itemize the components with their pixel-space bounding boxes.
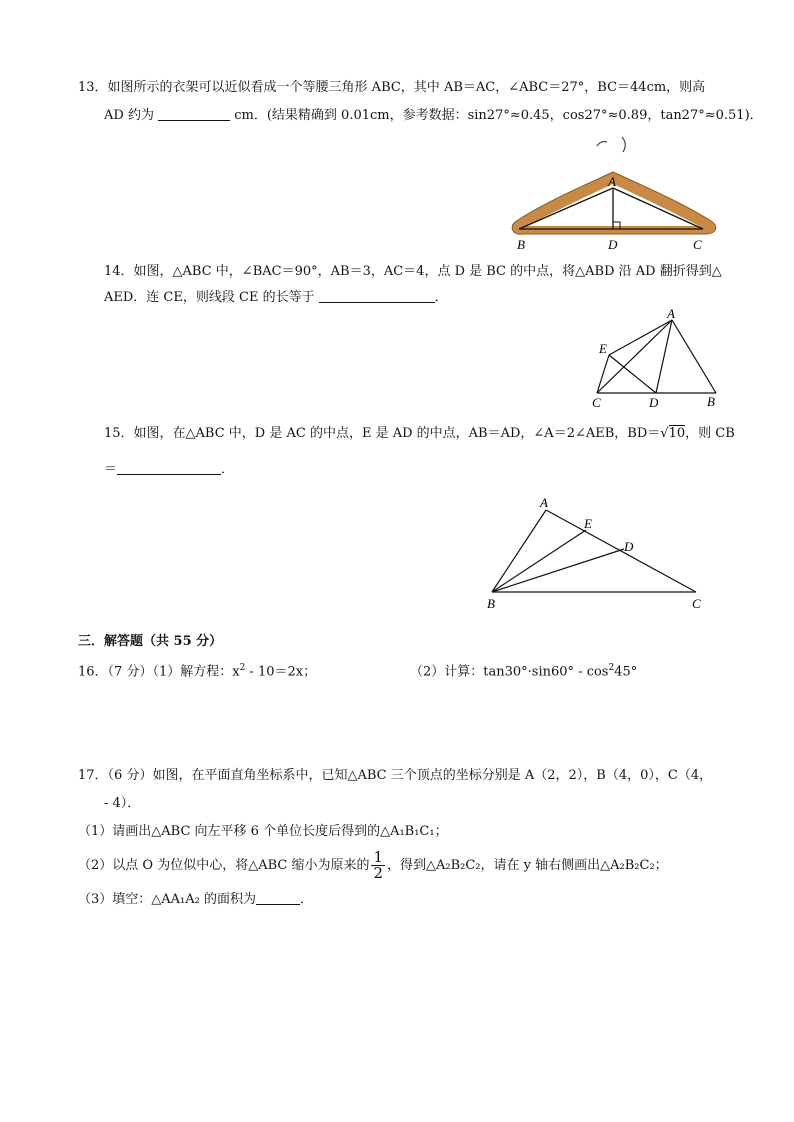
q14-text-1: 如图，△ABC 中，∠BAC＝90°，AB＝3，AC＝4，点 D 是 BC 的中点，将△ABD 沿 AD 翻折得到△ [133,264,722,279]
q13-line2 [104,106,763,126]
q16-part1: （7 分）（1）解方程：x [107,664,240,680]
segment-BE [492,530,586,592]
q14-answer-blank[interactable] [319,288,435,303]
q13-hanger-figure [505,130,725,255]
segment-AC [546,510,696,592]
q13-answer-blank[interactable] [158,106,230,121]
label-B: B [487,596,495,611]
q13-number: 13． [78,80,108,95]
label-C: C [693,237,702,252]
sqrt-value: 10 [668,426,686,441]
label-A: A [608,174,616,189]
q17-line2: - 4）． [104,796,141,811]
q17-sub2 [78,850,668,881]
fraction-numerator: 1 [373,848,383,866]
q17-sub2a: （2）以点 O 为位似中心，将△ABC 缩小为原来的 [78,858,370,873]
q17-sub2b: ，得到△A₂B₂C₂，请在 y 轴右侧画出△A₂B₂C₂； [387,858,668,873]
label-E: E [584,516,592,531]
q15-period: ． [221,462,235,477]
label-E: E [599,341,607,356]
q15-line2 [104,460,234,480]
segment-AB [672,320,716,393]
q17-sub3 [78,890,313,910]
segment-BD [492,549,624,592]
q16-part2-exp: 2 [608,663,615,673]
q16-part1-end: - 10＝2x； [245,664,317,680]
q13-text-1: 如图所示的衣架可以近似看成一个等腰三角形 ABC，其中 AB＝AC，∠ABC＝27°，BC＝44cm，则高 [107,80,706,95]
q14-period: ． [434,290,448,305]
hanger-hook-tick [597,142,607,147]
q16-part2-end: 45° [614,664,638,680]
q16-part2-line [410,658,637,682]
q15-text-1b: ，则 CB [685,426,735,441]
q17-number: 17． [78,768,108,783]
q13-text-2b: cm．(结果精确到 0.01cm，参考数据：sin27°≈0.45，cos27°≈0.89，tan27°≈0.51)． [234,108,763,123]
q17-sub1: （1）请画出△ABC 向左平移 6 个单位长度后得到的△A₁B₁C₁； [78,824,448,839]
fraction-denominator: 2 [373,864,383,882]
q15-line1 [104,424,735,444]
label-D: D [624,539,634,554]
q15-number: 15． [104,426,134,441]
q13-line1 [78,78,705,98]
label-C: C [592,395,601,410]
fraction-one-half [371,850,385,881]
q14-line2 [104,288,448,308]
q13-text-2a: AD 约为 [104,108,154,123]
q14-line1 [104,262,722,282]
q16-number: 16． [78,664,108,680]
q16-line [78,658,316,682]
label-B: B [707,394,715,409]
sqrt-symbol: √ [660,426,669,441]
label-A: A [540,495,548,510]
segment-AE [609,320,672,355]
q14-number: 14． [104,264,134,279]
section-title: 三．解答题（共 55 分） [78,634,223,649]
segment-AD [656,320,672,393]
label-B: B [517,237,525,252]
q15-answer-blank[interactable] [117,460,221,475]
label-C: C [692,596,701,611]
label-D: D [608,237,618,252]
label-D: D [649,395,659,410]
q14-text-2: AED．连 CE，则线段 CE 的长等于 [104,290,315,305]
q17-period: ． [300,892,314,907]
q15-triangle-figure [480,492,710,617]
q17-answer-blank[interactable] [256,890,300,905]
q16-part2: （2）计算：tan30°·sin60° - cos [410,664,609,680]
q15-equals: ＝ [104,462,118,477]
label-A: A [667,308,675,321]
hanger-hook-curve [622,137,625,152]
segment-AB [492,510,546,592]
q16-part1-exp: 2 [239,663,246,673]
q17-sub3a: （3）填空：△AA₁A₂ 的面积为 [78,892,256,907]
q17-text-1: （6 分）如图，在平面直角坐标系中，已知△ABC 三个顶点的坐标分别是 A（2，2），B（4，0），C（4， [107,768,713,783]
q15-text-1a: 如图，在△ABC 中，D 是 AC 的中点，E 是 AD 的中点，AB＝AD，∠A＝2∠AEB，BD＝ [133,426,661,441]
q17-line1 [78,766,712,786]
q14-triangle-figure [585,308,725,413]
